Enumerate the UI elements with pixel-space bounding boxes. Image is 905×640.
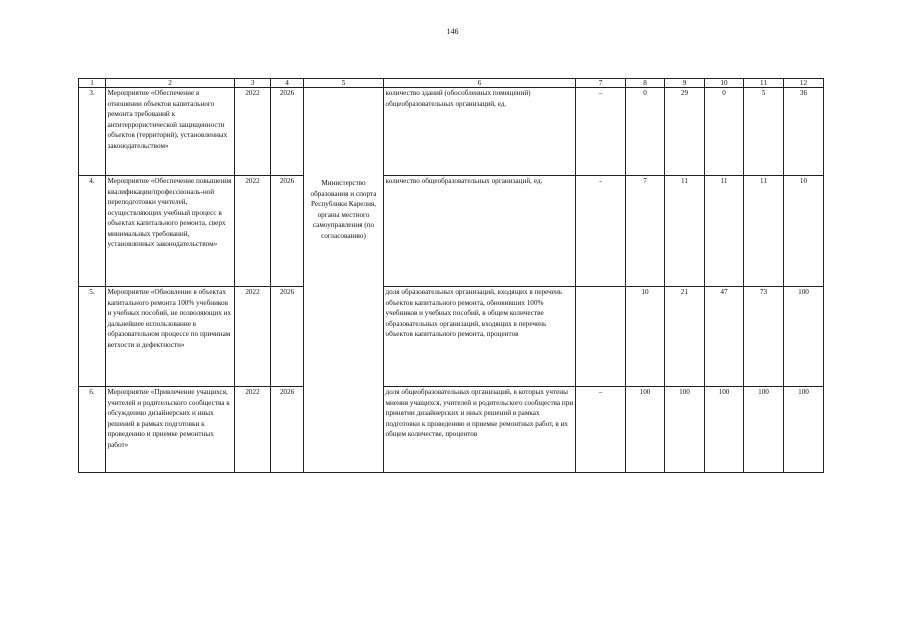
- header-row: [79, 79, 824, 88]
- header-cell: 8: [626, 79, 665, 88]
- value-col8: 0: [626, 88, 665, 176]
- event-name: Мероприятие «Обновление в объектах капитального ремонта 100% учебников и учебных пособий, не позволяющих их дальнейшее использование в образовательном процессе по причинам ветхости и дефектности»: [106, 287, 235, 387]
- value-col8: 10: [626, 287, 665, 387]
- value-col9: 11: [665, 176, 705, 287]
- value-col10: 47: [705, 287, 744, 387]
- header-cell: 4: [271, 79, 304, 88]
- executor: Министерство образования и спорта Республики Карелия, органы местного самоуправления (по согласованию): [310, 179, 377, 240]
- end-year: 2026: [271, 287, 304, 387]
- header-cell: 10: [705, 79, 744, 88]
- start-year: 2022: [235, 287, 271, 387]
- value-col10: 11: [705, 176, 744, 287]
- value-col7: -: [576, 176, 626, 287]
- page-number: 146: [446, 27, 459, 36]
- measures-table: [78, 78, 824, 473]
- value-col12: 100: [784, 387, 824, 473]
- value-col11: 73: [744, 287, 784, 387]
- start-year: 2022: [235, 387, 271, 473]
- value-col12: 100: [784, 287, 824, 387]
- header-cell: 5: [304, 79, 384, 88]
- indicator: доля общеобразовательных организаций, в которых учтены мнения учащихся, учителей и родительского сообщества при принятии дизайнерских и иных решений в рамках подготовки к проведению и приемке ремонтных работ, в их общем количестве, процентов: [384, 387, 576, 473]
- start-year: 2022: [235, 176, 271, 287]
- value-col8: 100: [626, 387, 665, 473]
- value-col7: –: [576, 88, 626, 176]
- value-col12: 10: [784, 176, 824, 287]
- indicator: доля образовательных организаций, входящих в перечень объектов капитального ремонта, обновивших 100% учебников и учебных пособий, в общем количестве образовательных организаций, входящих в перечень объектов капитального ремонта, процентов: [384, 287, 576, 387]
- header-cell: 6: [384, 79, 576, 88]
- event-name: Мероприятие «Обеспечение в отношении объектов капитального ремонта требований к антитеррористической защищенности объектов (территорий), установленных законодательством»: [106, 88, 235, 176]
- indicator: количество зданий (обособленных помещений) общеобразовательных организаций, ед.: [384, 88, 576, 176]
- value-col11: 100: [744, 387, 784, 473]
- row-number: 6.: [79, 387, 106, 473]
- end-year: 2026: [271, 88, 304, 176]
- value-col8: 7: [626, 176, 665, 287]
- value-col11: 5: [744, 88, 784, 176]
- header-cell: 7: [576, 79, 626, 88]
- event-name: Мероприятие «Привлечение учащихся, учителей и родительского сообщества к обсуждению дизайнерских и иных решений в рамках подготовки к проведению и приемке ремонтных работ»: [106, 387, 235, 473]
- executor-cell: [304, 88, 384, 473]
- row-number: 5.: [79, 287, 106, 387]
- end-year: 2026: [271, 176, 304, 287]
- value-col7: [576, 287, 626, 387]
- value-col9: 21: [665, 287, 705, 387]
- header-cell: 3: [235, 79, 271, 88]
- value-col9: 100: [665, 387, 705, 473]
- value-col10: 100: [705, 387, 744, 473]
- event-name: Мероприятие «Обеспечение повышения квалификации/профессиональ-ной переподготовки учителей, осуществляющих учебный процесс в объектах капитального ремонта, сверх минимальных требований, установленных законодательством»: [106, 176, 235, 287]
- value-col9: 29: [665, 88, 705, 176]
- indicator: количество общеобразовательных организаций, ед.: [384, 176, 576, 287]
- value-col10: 0: [705, 88, 744, 176]
- start-year: 2022: [235, 88, 271, 176]
- table-row: [79, 88, 824, 176]
- value-col7: –: [576, 387, 626, 473]
- header-cell: 2: [106, 79, 235, 88]
- header-cell: 11: [744, 79, 784, 88]
- row-number: 4.: [79, 176, 106, 287]
- value-col12: 36: [784, 88, 824, 176]
- header-cell: 12: [784, 79, 824, 88]
- header-cell: 9: [665, 79, 705, 88]
- table-row: [79, 387, 824, 473]
- row-number: 3.: [79, 88, 106, 176]
- header-cell: 1: [79, 79, 106, 88]
- table-row: [79, 176, 824, 287]
- value-col11: 11: [744, 176, 784, 287]
- end-year: 2026: [271, 387, 304, 473]
- table-row: [79, 287, 824, 387]
